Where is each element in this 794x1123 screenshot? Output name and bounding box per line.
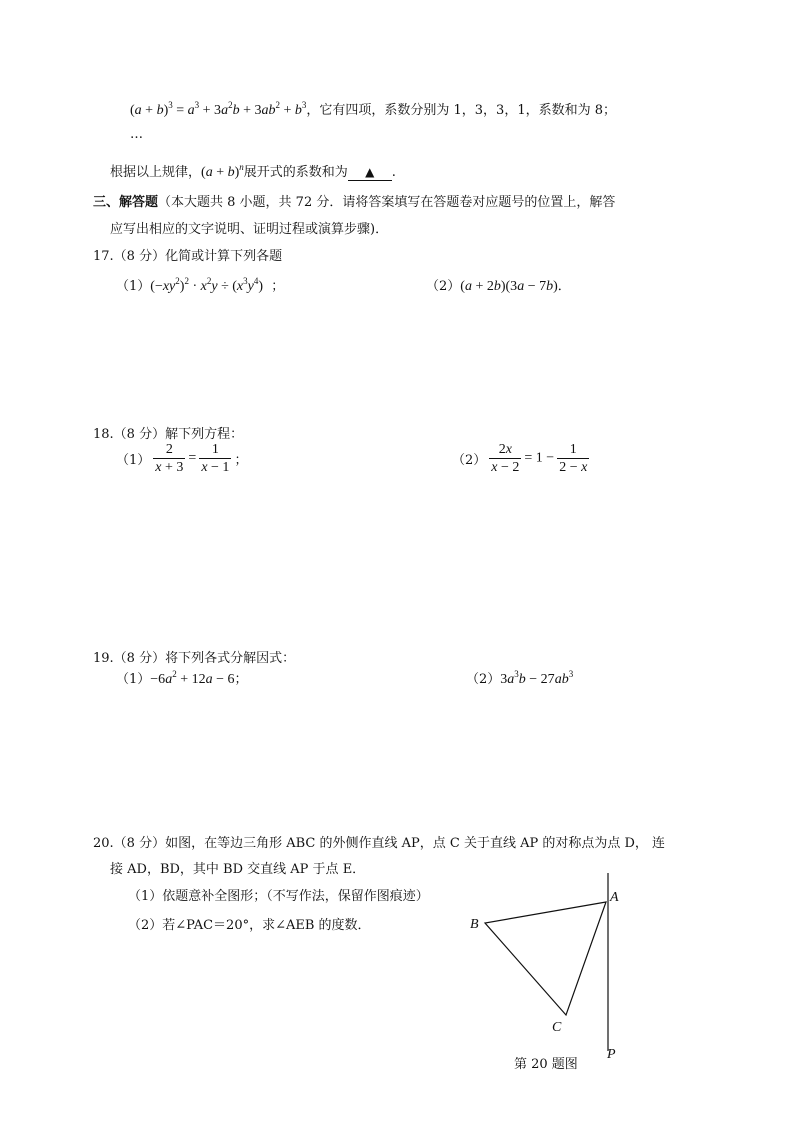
q17-part-2-end: ． xyxy=(557,279,571,294)
section-3-intro-line-1: （本大题共 8 小题，共 72 分．请将答案填写在答题卷对应题号的位置上，解答 xyxy=(158,195,616,210)
q19-title: 19.（8 分）将下列各式分解因式： xyxy=(93,651,296,666)
rule-suffix: 展开式的系数和为 xyxy=(243,165,348,180)
q19-part-2-expression: $3a^3b - 27ab^3$ xyxy=(500,669,574,687)
q17-part-1 xyxy=(116,275,284,295)
q17-part-2 xyxy=(426,275,571,295)
q19-part-1-expression: $-6a^2 + 12a - 6$ xyxy=(150,669,235,687)
rule-end: . xyxy=(391,165,396,180)
q18-part-1-fraction-left: $\frac{2}{x + 3}$ xyxy=(155,442,184,475)
section-3-intro-line-2: 应写出相应的文字说明、证明过程或演算步骤)． xyxy=(110,222,389,237)
q17-part-2-expression: (a + 2b)(3a − 7b) xyxy=(460,279,558,294)
binomial-cube-note: ，它有四项，系数分别为 1，3，3，1，系数和为 8； xyxy=(306,103,616,118)
q18-part-1: （1） $\frac{2}{x + 3}$ = $\frac{1}{x - 1}$ ； xyxy=(116,442,248,475)
q20-line-2: 接 AD，BD，其中 BD 交直线 AP 于点 E． xyxy=(110,862,366,877)
q17-part-1-end: ； xyxy=(271,279,285,294)
q19-part-2-label: （2） xyxy=(466,672,501,687)
q17-part-1-expression: $(-xy^2)^2 \cdot x^2y \div (x^3y^4)$ xyxy=(150,276,264,294)
q18-title: 18.（8 分）解下列方程： xyxy=(93,427,244,442)
q17-part-1-label: （1） xyxy=(116,279,151,294)
label-p: P xyxy=(607,1047,616,1062)
q20-sub-1: （1）依题意补全图形；（不写作法，保留作图痕迹） xyxy=(128,889,429,904)
q18-part-1-end: ； xyxy=(234,453,248,468)
binomial-cube-formula: $(a + b)^3 = a^3 + 3a^2b + 3ab^2 + b^3$ xyxy=(130,100,307,118)
rule-line xyxy=(110,161,396,181)
q17-part-2-label: （2） xyxy=(426,279,461,294)
section-3-title: 三、解答题 xyxy=(93,195,159,210)
binomial-n-formula: $(a + b)^n$ xyxy=(201,162,244,180)
answer-triangle-mark: ▲ xyxy=(365,165,375,179)
q20-line-1: 20.（8 分）如图，在等边三角形 ABC 的外侧作直线 AP，点 C 关于直线 AP 的对称点为点 D， 连 xyxy=(93,836,666,851)
q19-part-2 xyxy=(466,668,573,688)
q18-part-2-label: （2） xyxy=(452,453,487,468)
q19-part-1-label: （1） xyxy=(116,672,151,687)
q17-title: 17.（8 分）化简或计算下列各题 xyxy=(93,249,283,264)
q18-part-2-fraction-left: $\frac{2x}{x - 2}$ xyxy=(491,442,520,475)
q19-part-1 xyxy=(116,668,248,688)
q18-part-2: （2） $\frac{2x}{x - 2}$ = 1 − $\frac{1}{2 - x}$ xyxy=(452,442,588,475)
q20-sub-2: （2）若∠PAC＝20°，求∠AEB 的度数． xyxy=(128,918,371,933)
ellipsis: … xyxy=(130,127,143,142)
q18-part-1-label: （1） xyxy=(116,453,151,468)
triangle-abc xyxy=(485,902,606,1015)
section-3-header xyxy=(93,191,615,210)
rule-prefix: 根据以上规律， xyxy=(110,165,202,180)
q18-part-2-fraction-right: $\frac{1}{2 - x}$ xyxy=(559,442,588,475)
q18-part-1-fraction-right: $\frac{1}{x - 1}$ xyxy=(201,442,230,475)
answer-blank xyxy=(348,165,392,181)
label-b: B xyxy=(470,917,479,932)
q19-part-1-end: ； xyxy=(234,672,248,687)
label-a: A xyxy=(610,890,619,905)
label-c: C xyxy=(552,1020,562,1035)
q20-figure xyxy=(460,865,640,1075)
binomial-cube-line xyxy=(130,99,616,119)
q20-figure-caption: 第 20 题图 xyxy=(514,1057,578,1072)
